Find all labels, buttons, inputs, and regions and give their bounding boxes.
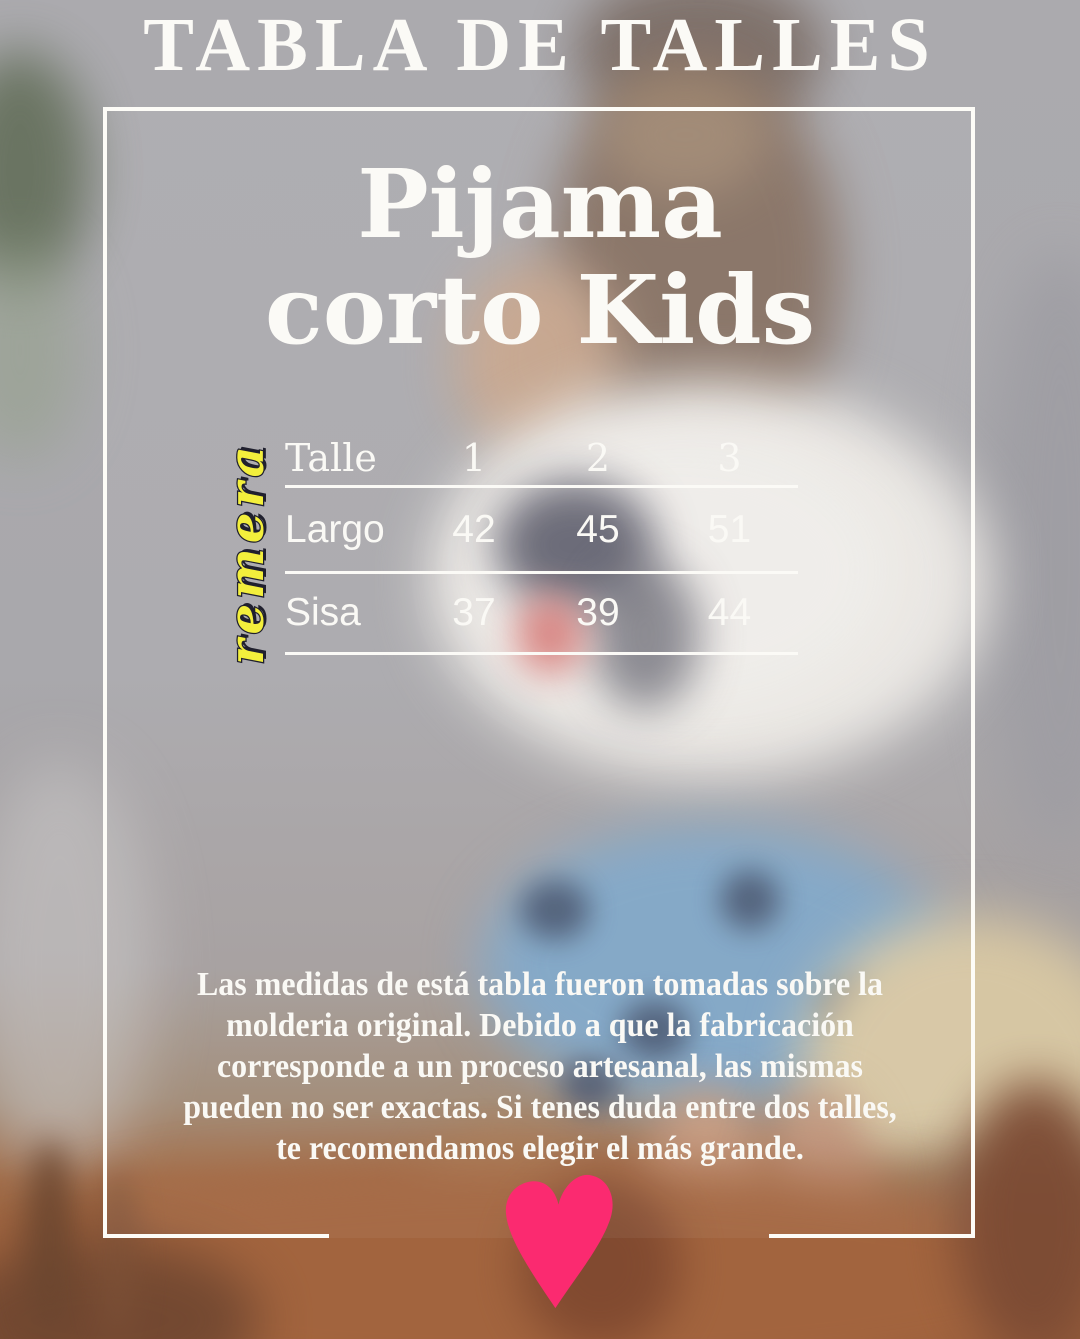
size-table-row-sisa: [285, 574, 798, 652]
row-sisa-value-2: 39: [576, 591, 620, 634]
page-title: TABLA DE TALLES: [143, 3, 937, 87]
garment-type-label: remera: [219, 441, 275, 665]
size-column-2: 2: [585, 435, 611, 480]
heart-icon: [487, 1166, 625, 1317]
frame-bottom-right-segment: [769, 1234, 975, 1238]
frame-bottom-left-segment: [103, 1234, 329, 1238]
disclaimer-line: te recomendamos elegir el más grande.: [276, 1130, 804, 1167]
heart-shape: [499, 1169, 614, 1311]
size-column-3: 3: [717, 435, 742, 480]
disclaimer-line: pueden no ser exactas. Si tenes duda entre dos talles,: [183, 1089, 897, 1126]
size-table: [285, 430, 798, 655]
size-table-header-label: Talle: [285, 435, 377, 480]
product-title: [0, 149, 1080, 366]
row-largo-value-3: 51: [707, 507, 752, 551]
row-sisa-value-1: 37: [452, 591, 496, 634]
bg-blob-chair-leg1: [25, 1140, 75, 1339]
disclaimer-line: Las medidas de está tabla fueron tomadas sobre la: [196, 966, 883, 1003]
disclaimer-text: [32, 964, 1047, 1169]
row-sisa-label: Sisa: [285, 591, 361, 634]
disclaimer-line: molderia original. Debido a que la fabricación: [226, 1007, 854, 1044]
row-largo-value-2: 45: [576, 507, 620, 551]
disclaimer-line: corresponde a un proceso artesanal, las mismas: [216, 1048, 864, 1085]
table-divider-3: [285, 652, 798, 655]
size-table-header-row: [285, 430, 798, 485]
size-table-row-largo: [285, 488, 798, 571]
row-largo-label: Largo: [285, 507, 385, 551]
row-largo-value-1: 42: [452, 507, 496, 551]
product-title-line2: corto Kids: [264, 255, 816, 366]
size-column-1: 1: [461, 435, 487, 480]
row-sisa-value-3: 44: [707, 591, 752, 634]
product-title-line1: Pijama: [357, 149, 723, 260]
